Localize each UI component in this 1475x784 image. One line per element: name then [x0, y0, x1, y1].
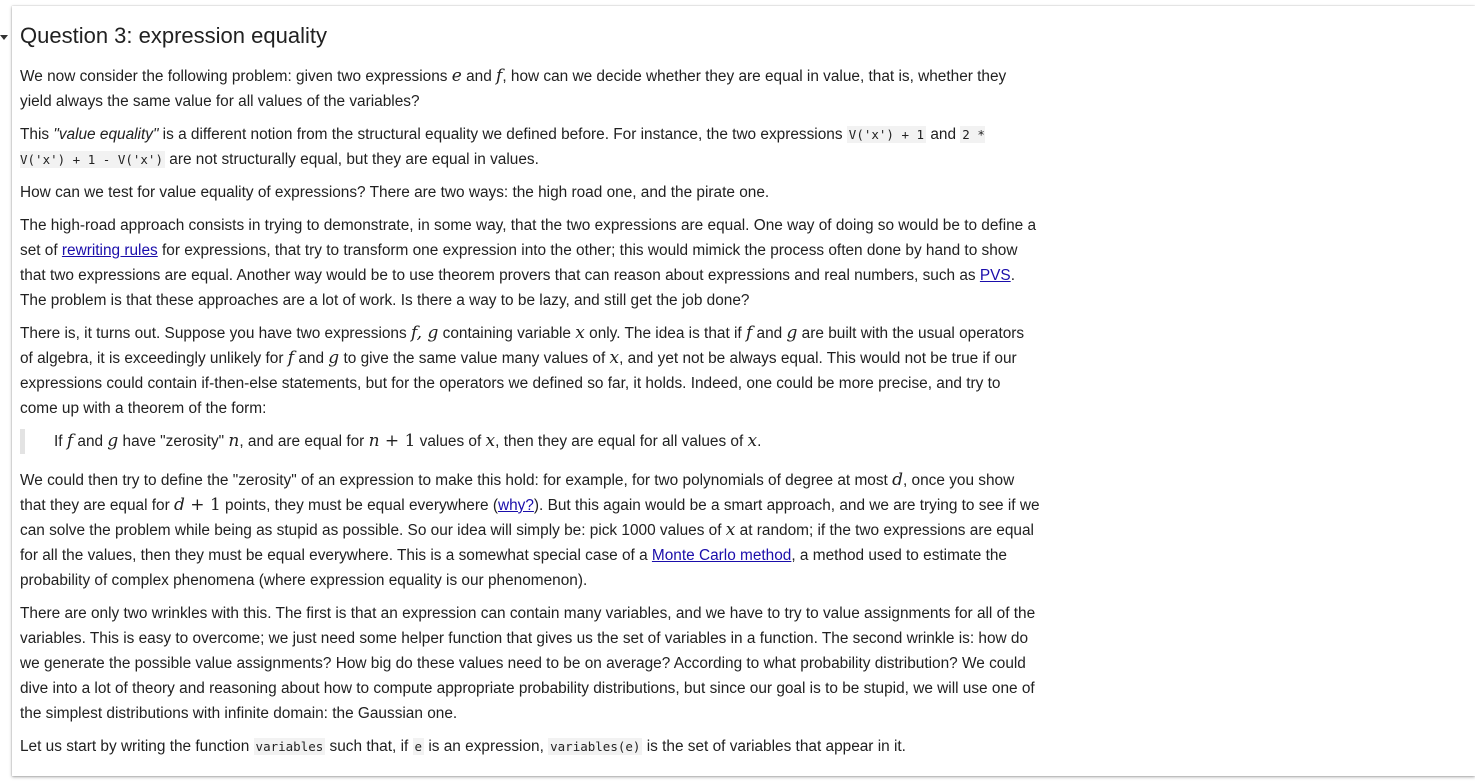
- code-example-1: V('x') + 1: [848, 127, 925, 142]
- code-variables: variables: [255, 739, 324, 754]
- cell-content: [20, 6, 1040, 767]
- code-example-2: 2 * V('x') + 1 - V('x'): [20, 127, 985, 167]
- math-e: e: [451, 66, 462, 86]
- collapse-section-icon[interactable]: [0, 35, 8, 40]
- section-heading: Question 3: expression equality: [20, 23, 327, 48]
- code-variables-e: variables(e): [550, 739, 641, 754]
- value-equality-term: "value equality": [53, 126, 159, 143]
- paragraph-variables-function: Let us start by writing the function variables such that, if e is an expression, variables(e) is the set of variables that appear in it.: [20, 738, 906, 755]
- math-f: f: [496, 66, 503, 86]
- paragraph-problem-statement: We now consider the following problem: given two expressions e and f, how can we decide whether they are equal in value, that is, whether they yield always the same value for all values of the variables?: [20, 66, 1007, 110]
- code-e: e: [414, 739, 423, 754]
- paragraph-high-road: The high-road approach consists in trying to demonstrate, in some way, that the two expressions are equal. One way of doing so would be to define a set of rewriting rules for expressions, that try to transform one expression into the other; this would mimick the process often done by hand to show that two expressions are equal. Another way would be to use theorem provers that can reason about expressions and real numbers, such as PVS. The problem is that these approaches are a lot of work. Is there a way to be lazy, and still get the job done?: [20, 217, 1037, 309]
- theorem-blockquote: If f and g have "zerosity" n, and are equal for n + 1 values of x, then they are equal for all values of x.: [20, 429, 1040, 454]
- paragraph-value-equality: This "value equality" is a different notion from the structural equality we defined before. For instance, the two expressions V('x') + 1 and 2 * V('x') + 1 - V('x') are not structurally equal, but they are equal in values.: [20, 126, 985, 168]
- markdown-cell: [12, 6, 1475, 776]
- why-link[interactable]: why?: [497, 497, 534, 514]
- rewriting-rules-link[interactable]: rewriting rules: [61, 242, 158, 259]
- paragraph-monte-carlo: We could then try to define the "zerosity" of an expression to make this hold: for example, for two polynomials of degree at most d, once you show that they are equal for d + 1 points, they must be equal everywhere (why?). But this again would be a smart approach, and we are trying to see if we can solve the problem while being as stupid as possible. So our idea will simply be: pick 1000 values of x at random; if the two expressions are equal for all the values, then they must be equal everywhere. This is a somewhat special case of a Monte Carlo method, a method used to estimate the probability of complex phenomena (where expression equality is our phenomenon).: [20, 470, 1040, 589]
- paragraph-wrinkles: There are only two wrinkles with this. The first is that an expression can contain many variables, and we have to try to value assignments for all of the variables. This is easy to overcome; we just need some helper function that gives us the set of variables in a function. The second wrinkle is: how do we generate the possible value assignments? How big do these values need to be on average? According to what probability distribution? We could dive into a lot of theory and reasoning about how to compute appropriate probability distributions, but since our goal is to be stupid, we will use one of the simplest distributions with infinite domain: the Gaussian one.: [20, 605, 1036, 722]
- paragraph-two-ways: How can we test for value equality of expressions? There are two ways: the high road one, and the pirate one.: [20, 184, 770, 201]
- pvs-link[interactable]: PVS: [979, 267, 1011, 284]
- monte-carlo-link[interactable]: Monte Carlo method: [651, 547, 792, 564]
- paragraph-lazy-approach: There is, it turns out. Suppose you have two expressions f, g containing variable x only. The idea is that if f and g are built with the usual operators of algebra, it is exceedingly unlikely for f and g to give the same value many values of x, and yet not be always equal. This would not be true if our expressions could contain if-then-else statements, but for the operators we defined so far, it holds. Indeed, one could be more precise, and try to come up with a theorem of the form:: [20, 323, 1025, 417]
